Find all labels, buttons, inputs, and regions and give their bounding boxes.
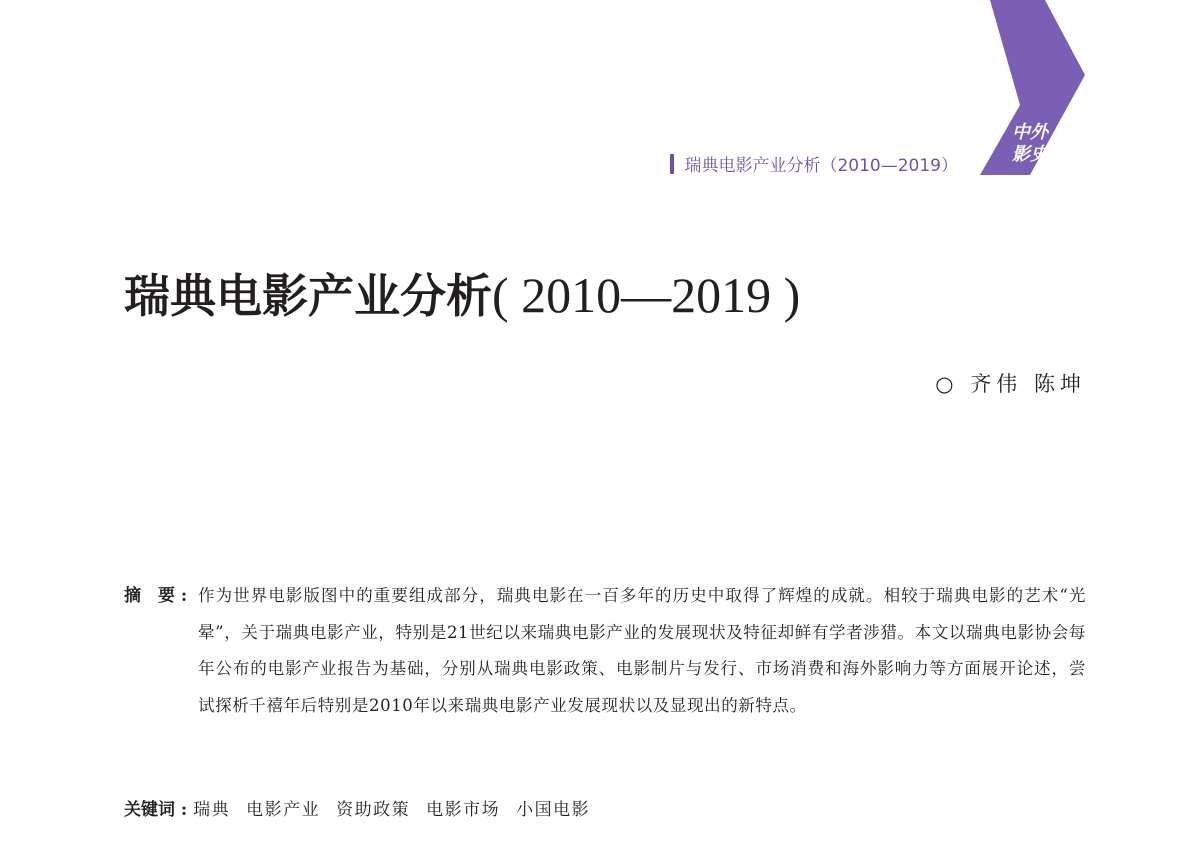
keyword-item: 电影产业 [246, 800, 321, 820]
keyword-item: 瑞典 [193, 800, 231, 820]
keyword-item: 资助政策 [336, 800, 411, 820]
running-header [670, 151, 958, 176]
author-line [935, 368, 1086, 398]
keywords-label: 关键词 : [124, 800, 194, 820]
title-open-paren: ( [492, 267, 522, 323]
title-years: 2010—2019 [521, 267, 772, 323]
keyword-item: 电影市场 [426, 800, 501, 820]
abstract [124, 578, 1086, 724]
running-header-text: 瑞典电影产业分析（2010—2019） [684, 156, 958, 176]
keywords [124, 792, 606, 828]
author-names: 齐伟 陈坤 [970, 372, 1086, 396]
badge-line-2: 影史 [1012, 144, 1048, 165]
author-marker: ○ [935, 372, 959, 396]
title-main: 瑞典电影产业分析 [124, 269, 492, 323]
article-title [124, 264, 800, 327]
keyword-item: 小国电影 [516, 800, 591, 820]
abstract-text: 作为世界电影版图中的重要组成部分，瑞典电影在一百多年的历史中取得了辉煌的成就。相较于瑞典电影的艺术“光晕”，关于瑞典电影产业，特别是21世纪以来瑞典电影产业的发展现状及特征却鲜有学者涉猎。本文以瑞典电影协会每年公布的电影产业报告为基础，分别从瑞典电影政策、电影制片与发行、市场消费和海外影响力等方面展开论述，尝试探析千禧年后特别是2010年以来瑞典电影产业发展现状以及显现出的新特点。 [198, 586, 1086, 715]
badge-line-1: 中外 [1012, 122, 1048, 143]
title-close-paren: ) [771, 267, 801, 323]
section-badge-label [995, 122, 1065, 166]
header-bar-marker [670, 154, 674, 174]
abstract-label: 摘 要 : [124, 586, 188, 606]
